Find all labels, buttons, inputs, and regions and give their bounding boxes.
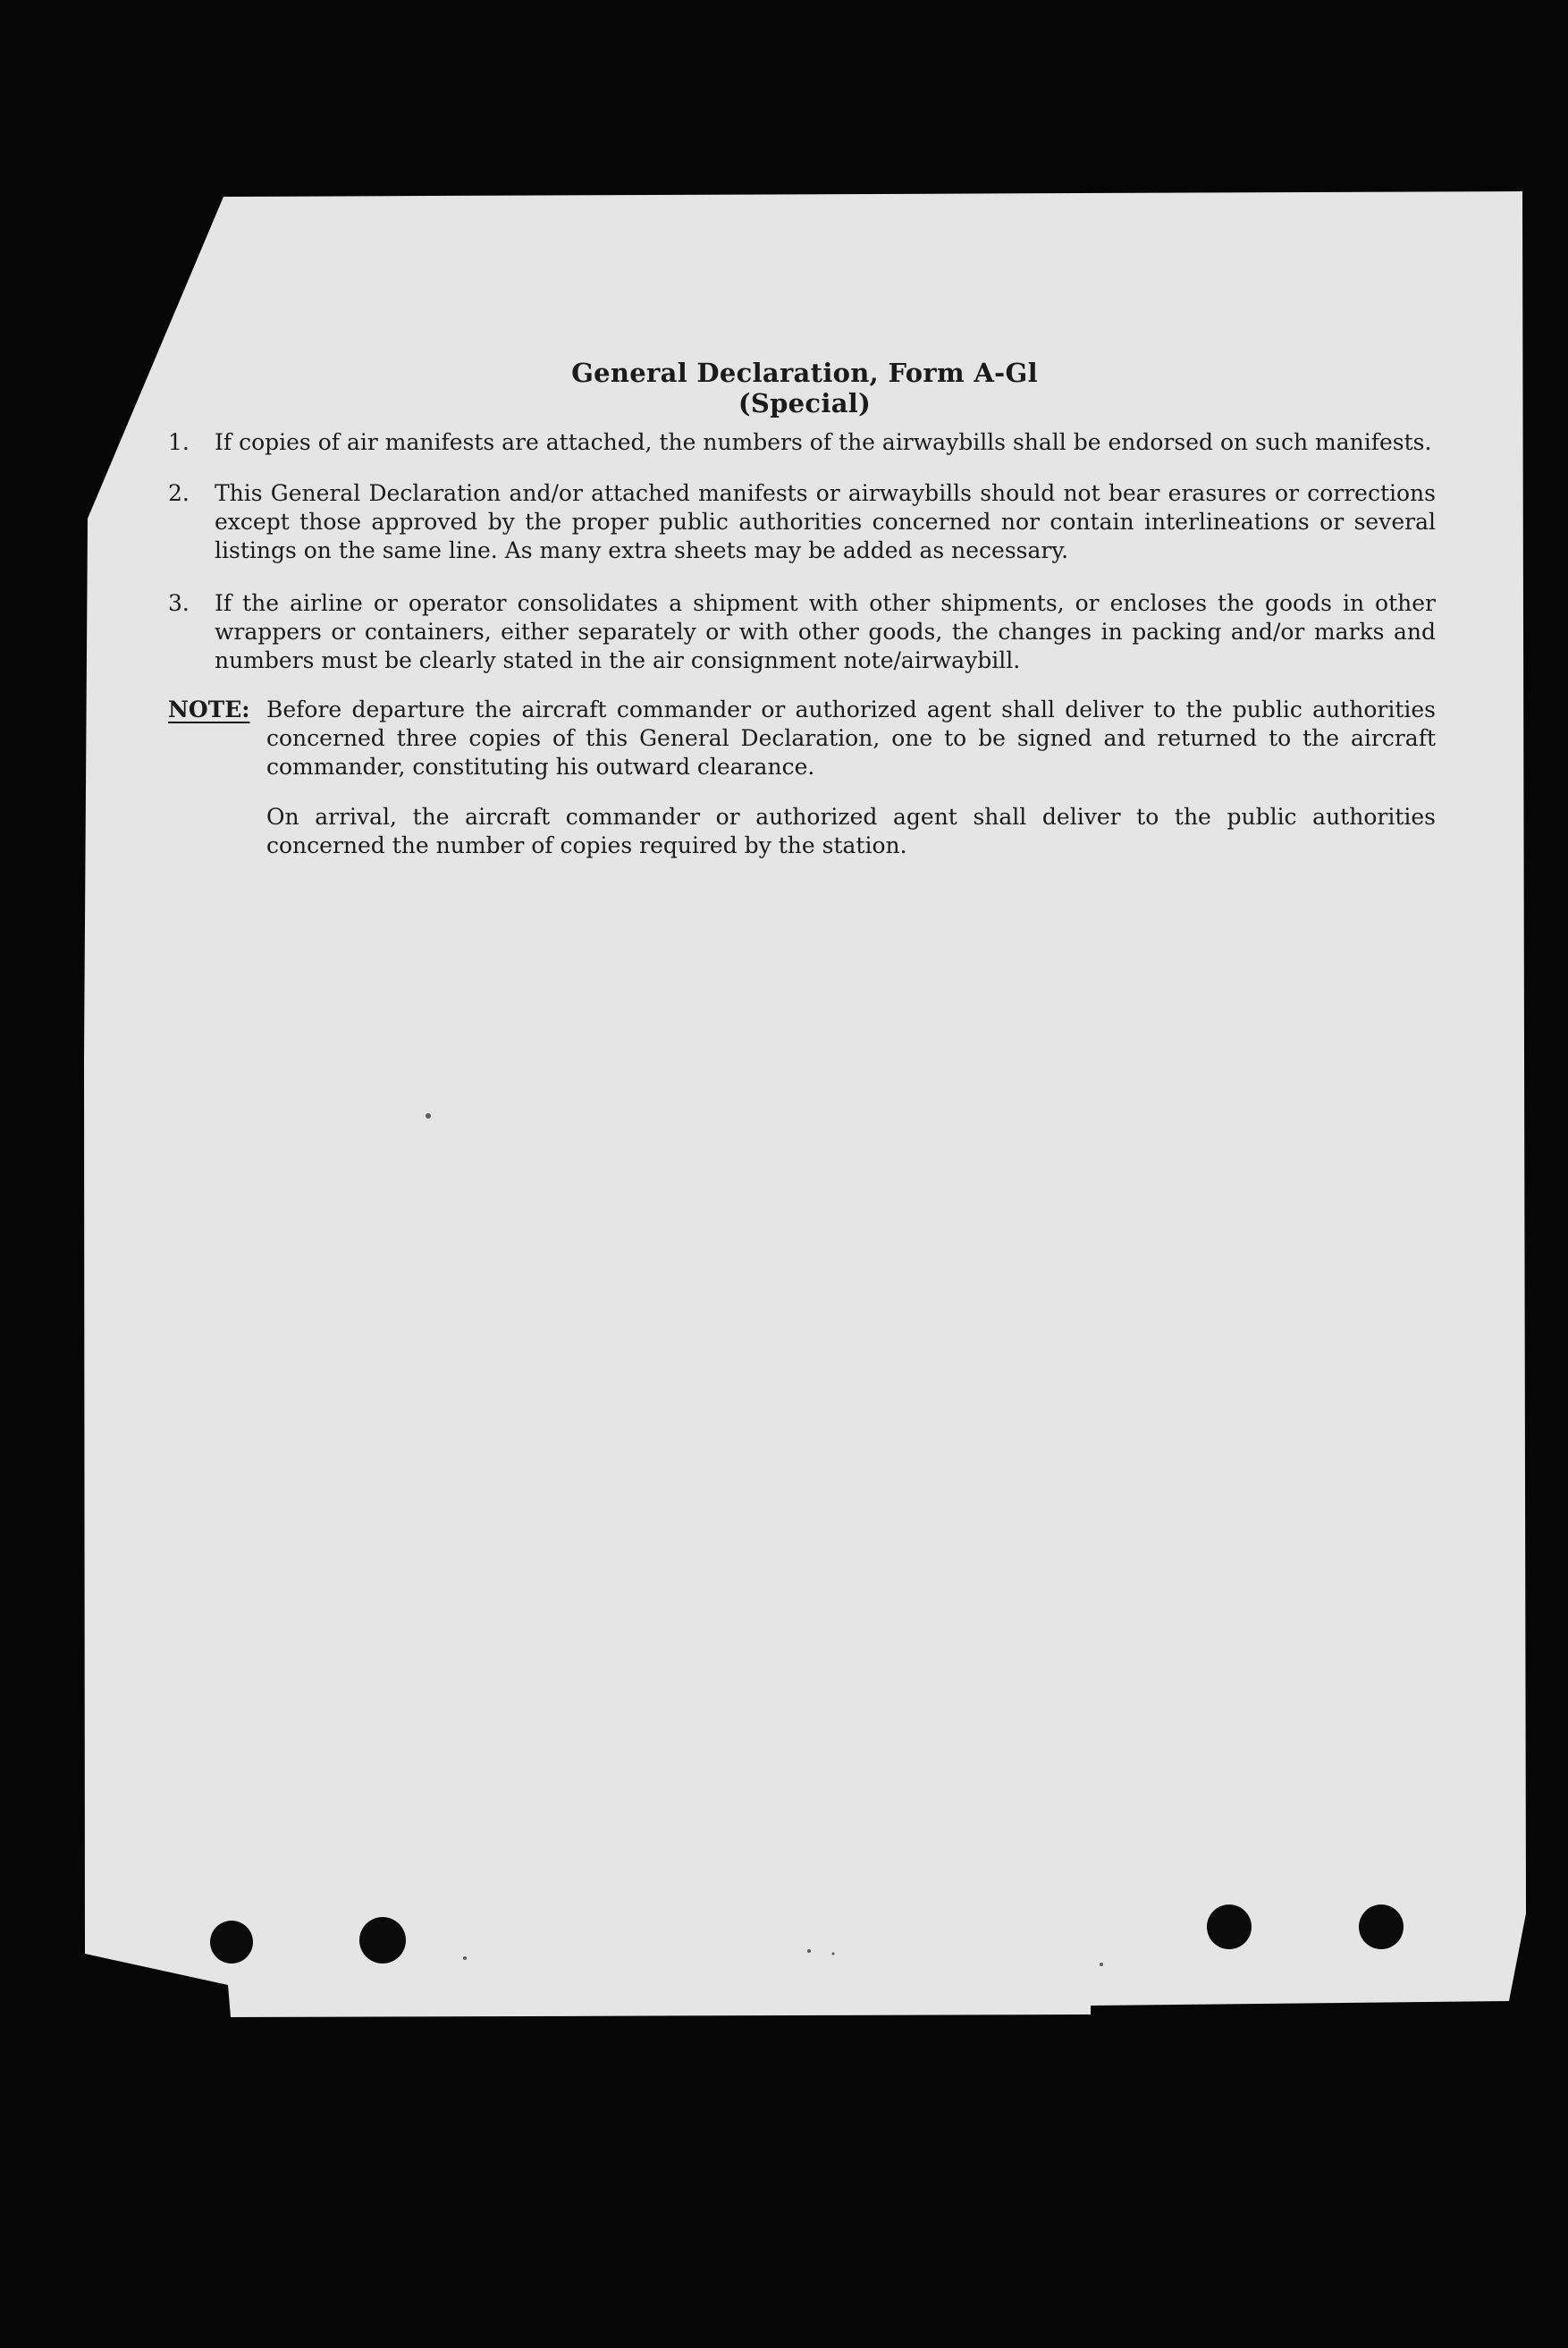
list-item	[168, 428, 1436, 457]
item-text: If the airline or operator consolidates a shipment with other shipments, or encloses the goods in other wrappers or containers, either separately or with other goods, the changes in packing and/or marks and numbers must be clearly stated in the air consignment note/airwaybill.	[215, 590, 1436, 673]
note-label: NOTE:	[168, 697, 250, 722]
item-number: 1.	[168, 429, 190, 455]
note-paragraph: On arrival, the aircraft commander or authorized agent shall deliver to the public authorities concerned the number of copies required by the station.	[266, 804, 1436, 858]
item-number: 2.	[168, 480, 190, 506]
item-number: 3.	[168, 590, 190, 616]
list-item	[168, 479, 1436, 565]
note-section	[168, 696, 1436, 860]
note-paragraph: Before departure the aircraft commander or authorized agent shall deliver to the public authorities concerned three copies of this General Declaration, one to be signed and returned to the aircraft commander, constituting his outward clearance.	[266, 697, 1436, 780]
document-title: General Declaration, Form A-Gl (Special)	[571, 358, 1038, 418]
list-item	[168, 589, 1436, 675]
item-text: This General Declaration and/or attached manifests or airwaybills should not bear erasures or corrections except those approved by the proper public authorities concerned nor contain interlineations or several listings on the same line. As many extra sheets may be added as necessary.	[215, 480, 1436, 563]
item-text: If copies of air manifests are attached, the numbers of the airwaybills shall be endorsed on such manifests.	[215, 429, 1432, 455]
